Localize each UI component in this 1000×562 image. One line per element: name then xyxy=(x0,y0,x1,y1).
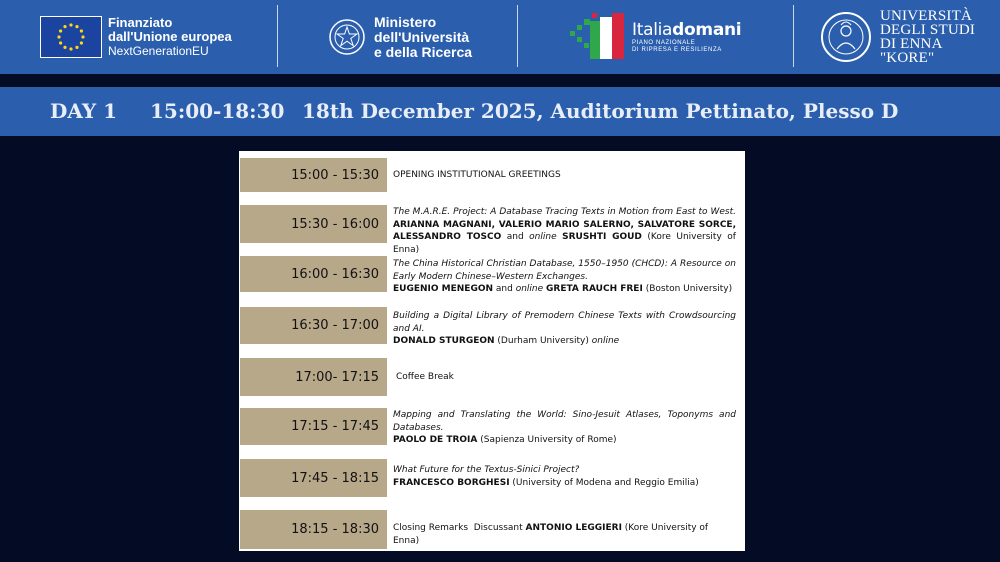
mur-line-1: Ministero xyxy=(374,13,437,30)
day-date-venue: 18th December 2025, Auditorium Pettinato, Plesso D xyxy=(302,99,899,123)
session-online-note: online xyxy=(591,336,620,347)
eu-line-3: NextGenerationEU xyxy=(108,44,209,58)
day-time-range: 15:00-18:30 xyxy=(150,99,285,123)
day-label: DAY 1 xyxy=(50,99,118,123)
italiadomani-sub-1: PIANO NAZIONALE xyxy=(632,40,696,46)
kore-line-3: DI ENNA "KORE" xyxy=(879,36,942,66)
kore-line-2: DEGLI STUDI xyxy=(879,22,976,38)
time-slot: 16:30 - 17:00 xyxy=(240,307,387,344)
session-lead: Closing Remarks Discussant xyxy=(393,523,523,533)
eu-flag-icon xyxy=(40,16,102,58)
session-affiliation: (Kore University of Enna) xyxy=(393,232,736,255)
session-title: What Future for the Textus-Sinici Project? xyxy=(393,465,580,475)
session-connector: and xyxy=(495,284,513,295)
time-slot: 15:00 - 15:30 xyxy=(240,158,387,192)
session-speakers: DONALD STURGEON xyxy=(393,336,495,347)
session-title: Mapping and Translating the World: Sino-Jesuit Atlases, Toponyms and Databases. xyxy=(393,410,736,433)
eu-logo xyxy=(40,0,232,74)
session-description xyxy=(393,464,736,489)
session-speakers: EUGENIO MENEGON xyxy=(393,284,494,295)
session-description xyxy=(393,206,736,256)
mur-line-3: e della Ricerca xyxy=(374,43,473,60)
time-slot: 17:45 - 18:15 xyxy=(240,459,387,497)
mur-logo xyxy=(328,0,472,74)
session-speakers: ANTONIO LEGGIERI xyxy=(525,523,622,533)
session-affiliation: (Kore University of Enna) xyxy=(393,523,709,546)
session-description xyxy=(393,310,736,348)
italiadomani-mark-icon xyxy=(568,11,628,63)
eu-line-2: dall'Unione europea xyxy=(108,29,232,44)
session-online-note: online xyxy=(529,232,557,243)
session-online-speaker: GRETA RAUCH FREI xyxy=(546,284,643,295)
logo-separator xyxy=(277,5,278,67)
session-affiliation: (University of Modena and Reggio Emilia) xyxy=(512,477,699,488)
session-affiliation: (Boston University) xyxy=(645,284,733,295)
session-speakers: FRANCESCO BORGHESI xyxy=(393,477,510,488)
session-online-note: online xyxy=(515,284,544,295)
italiadomani-name-a: Italia xyxy=(632,20,673,40)
program-card xyxy=(239,151,745,551)
session-text: OPENING INSTITUTIONAL GREETINGS xyxy=(393,170,561,180)
italiadomani-sub-2: DI RIPRESA E RESILIENZA xyxy=(632,47,722,53)
session-description xyxy=(393,522,736,547)
session-speakers: ARIANNA MAGNANI, VALERIO MARIO SALERNO, SALVATORE SORCE, ALESSANDRO TOSCO xyxy=(393,219,736,243)
session-speakers: PAOLO DE TROIA xyxy=(393,435,478,446)
session-title: Building a Digital Library of Premodern Chinese Texts with Crowdsourcing and AI. xyxy=(393,311,736,334)
day-header xyxy=(0,87,1000,136)
eu-line-1: Finanziato xyxy=(108,15,173,30)
time-slot: 15:30 - 16:00 xyxy=(240,205,387,243)
session-online-speaker: SRUSHTI GOUD xyxy=(562,232,642,243)
logo-banner xyxy=(0,0,1000,74)
time-slot: 17:15 - 17:45 xyxy=(240,408,387,445)
session-title: The China Historical Christian Database, 1550–1950 (CHCD): A Resource on Early Modern Chinese–Western Exchanges. xyxy=(393,259,736,282)
kore-seal-icon xyxy=(820,11,872,63)
kore-line-1: UNIVERSITÀ xyxy=(879,8,972,24)
session-affiliation: (Sapienza University of Rome) xyxy=(480,435,617,446)
logo-separator xyxy=(517,5,518,67)
time-slot: 16:00 - 16:30 xyxy=(240,256,387,292)
kore-logo xyxy=(820,0,1000,74)
time-slot: 18:15 - 18:30 xyxy=(240,510,387,549)
italiadomani-logo xyxy=(568,0,741,74)
italian-emblem-icon xyxy=(328,18,366,56)
session-text: Coffee Break xyxy=(396,372,454,382)
session-description xyxy=(393,409,736,447)
session-title: The M.A.R.E. Project: A Database Tracing Texts in Motion from East to West. xyxy=(393,207,736,217)
session-description xyxy=(393,258,736,296)
italiadomani-name-b: domani xyxy=(672,20,742,40)
session-affiliation: (Durham University) xyxy=(497,336,589,347)
logo-separator xyxy=(793,5,794,67)
session-connector: and xyxy=(506,232,524,243)
time-slot: 17:00- 17:15 xyxy=(240,358,387,396)
mur-line-2: dell'Università xyxy=(374,28,470,45)
